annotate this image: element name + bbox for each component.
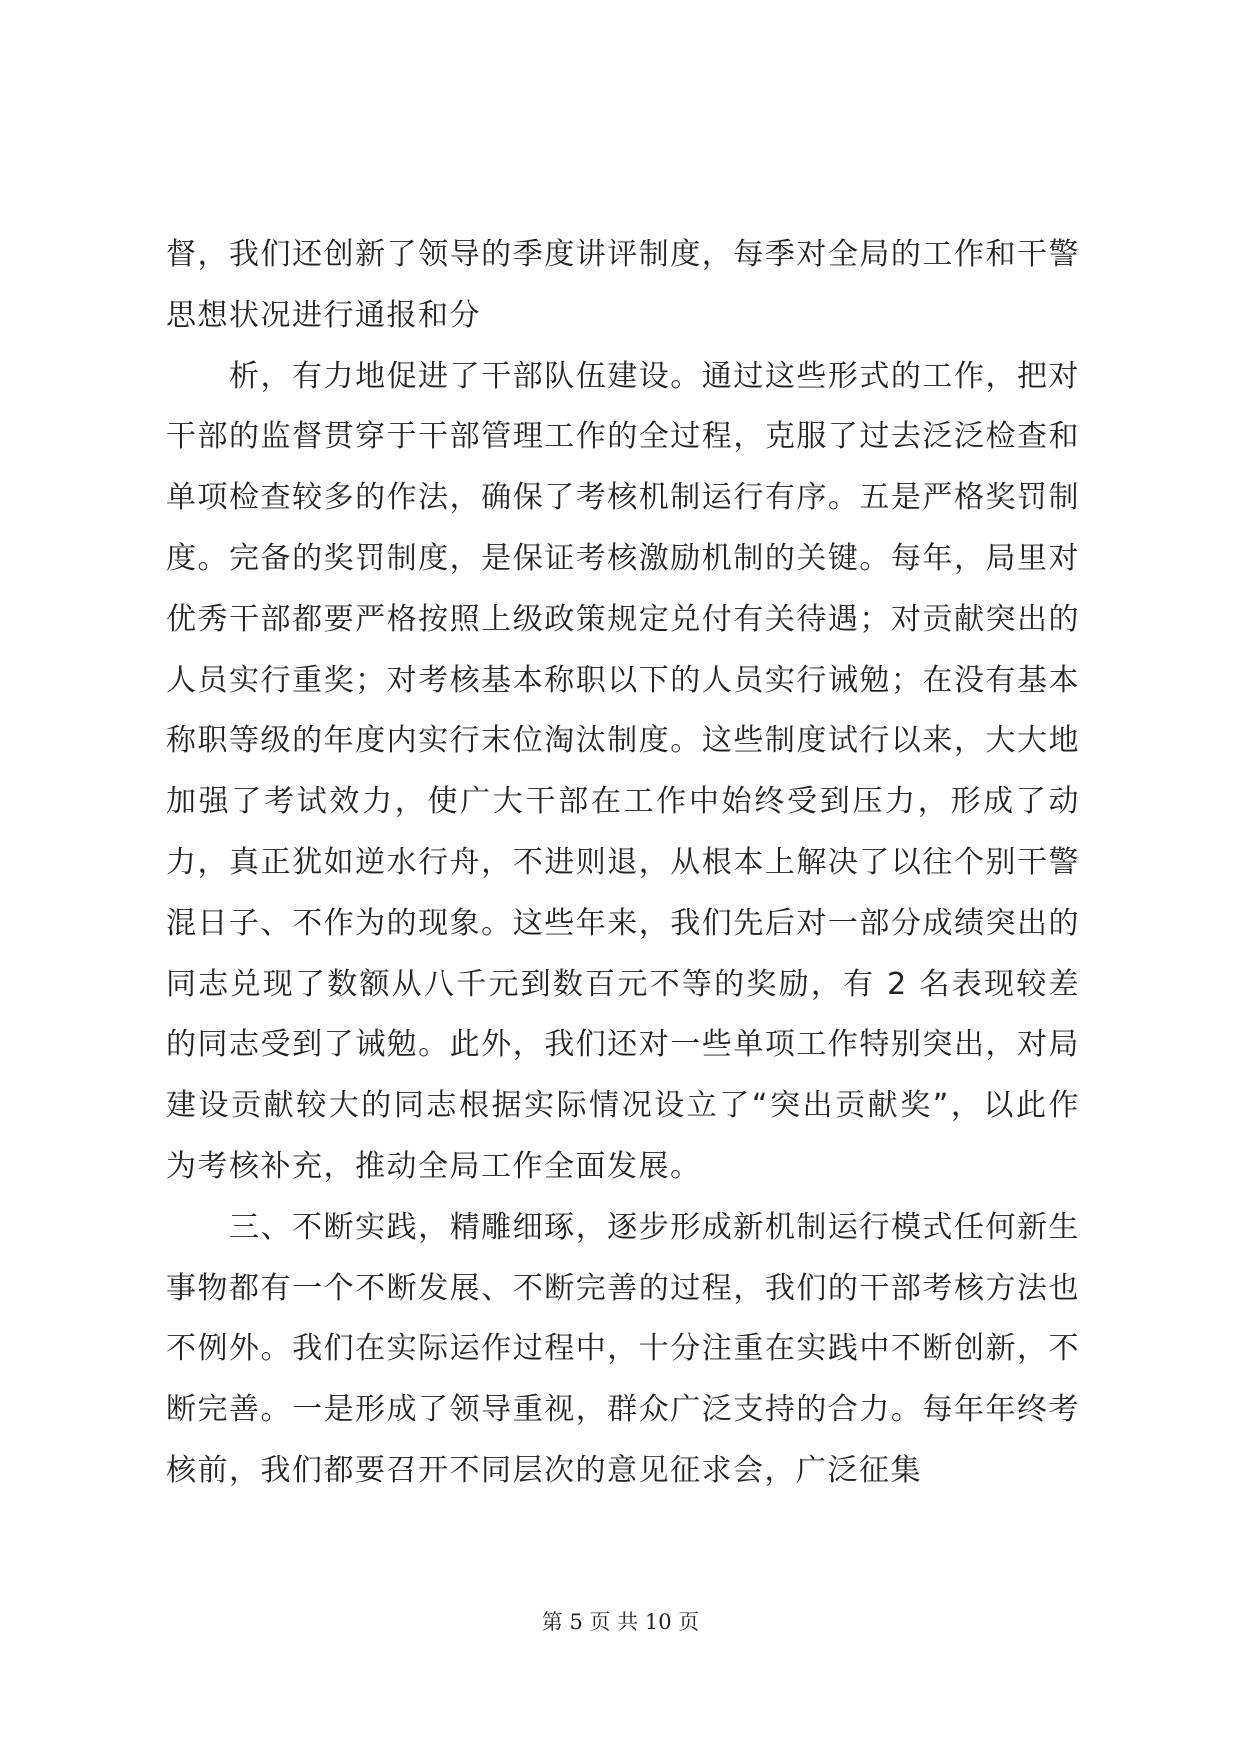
paragraph-continuation: 督，我们还创新了领导的季度讲评制度，每季对全局的工作和干警思想状况进行通报和分 [166,237,1080,333]
page-number-footer: 第 5 页 共 10 页 [541,1610,700,1634]
paragraph-section-three: 三、不断实践，精雕细琢，逐步形成新机制运行模式任何新生事物都有一个不断发展、不断完善的过程，我们的干部考核方法也不例外。我们在实际运作过程中，十分注重在实践中不断创新，不断完善。一是形成了领导重视，群众广泛支持的合力。每年年终考核前，我们都要召开不同层次的意见征求会，广泛征集 [166,1209,1080,1488]
document-body [166,225,1080,1502]
paragraph-reward-system: 析，有力地促进了干部队伍建设。通过这些形式的工作，把对干部的监督贯穿于干部管理工作的全过程，克服了过去泛泛检查和单项检查较多的作法，确保了考核机制运行有序。五是严格奖罚制度。完备的奖罚制度，是保证考核激励机制的关键。每年，局里对优秀干部都要严格按照上级政策规定兑付有关待遇；对贡献突出的人员实行重奖；对考核基本称职以下的人员实行诫勉；在没有基本称职等级的年度内实行末位淘汰制度。这些制度试行以来，大大地加强了考试效力，使广大干部在工作中始终受到压力，形成了动力，真正犹如逆水行舟，不进则退，从根本上解决了以往个别干警混日子、不作为的现象。这些年来，我们先后对一部分成绩突出的同志兑现了数额从八千元到数百元不等的奖励，有 2 名表现较差的同志受到了诫勉。此外，我们还对一些单项工作特别突出，对局建设贡献较大的同志根据实际情况设立了“突出贡献奖”，以此作为考核补充，推动全局工作全面发展。 [166,358,1080,1184]
